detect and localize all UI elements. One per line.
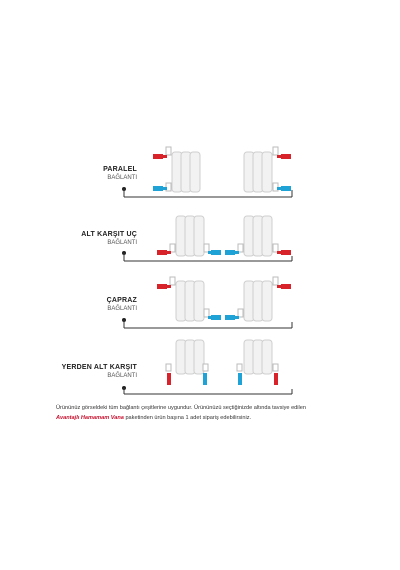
radiator-right [238, 277, 278, 321]
cold-valve [153, 186, 163, 191]
radiator-right [244, 147, 278, 192]
note-line2: paketinden ürün başına 1 adet sipariş edebilirsiniz. [123, 415, 252, 421]
note-line1: Ürününüz görseldeki tüm bağlantı çeşitlerine uygundur. Ürününüzü seçtiğinizde altında tavsiye edilen [56, 405, 307, 411]
info-note [56, 403, 356, 423]
radiator-left [166, 340, 208, 374]
connection-title: YERDEN ALT KARŞIT [61, 364, 137, 371]
connection-subtitle: BAĞLANTI [107, 240, 137, 246]
hot-valve [281, 154, 291, 159]
connection-subtitle: BAĞLANTI [107, 306, 137, 312]
connection-subtitle: BAĞLANTI [107, 373, 137, 379]
radiator-left [170, 277, 209, 321]
connection-title: ALT KARŞIT UÇ [81, 231, 137, 238]
radiator-left [166, 147, 200, 192]
connection-subtitle: BAĞLANTI [107, 175, 137, 181]
connection-row-paralel [0, 140, 400, 220]
cold-valve [281, 186, 291, 191]
radiator-right [238, 216, 278, 256]
paralel-diagram [0, 140, 400, 220]
hot-valve [153, 154, 163, 159]
note-brand: Avantajlı Hamamam Vana [56, 415, 124, 421]
connection-title: PARALEL [103, 166, 137, 173]
radiator-right [237, 340, 278, 374]
connection-title: ÇAPRAZ [106, 297, 137, 304]
radiator-left [170, 216, 209, 256]
